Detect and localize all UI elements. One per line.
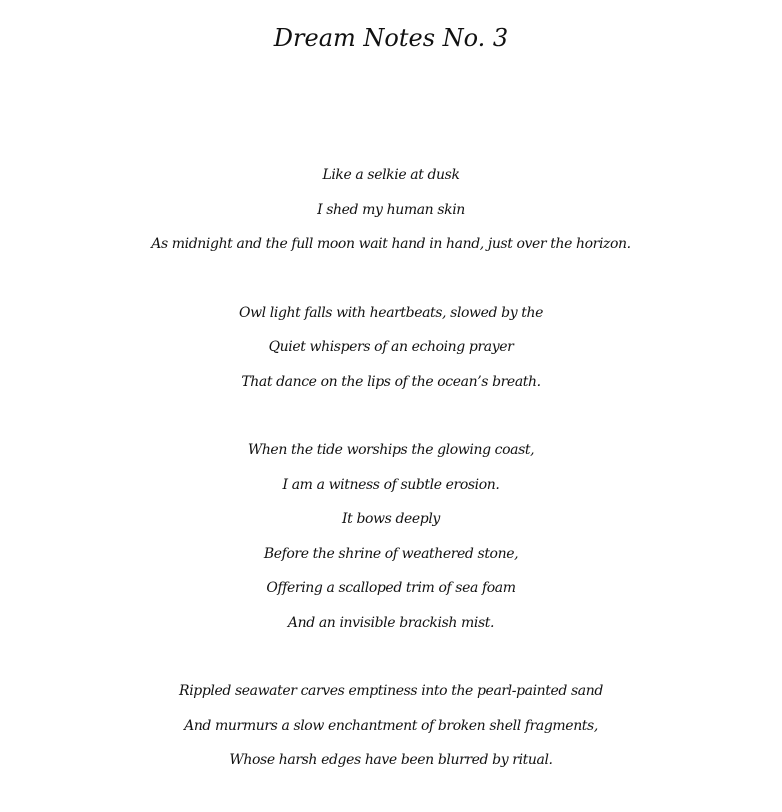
poem-line: Offering a scalloped trim of sea foam [266, 580, 516, 596]
stanza-2 [0, 296, 782, 400]
poem-line: I am a witness of subtle erosion. [282, 476, 500, 493]
poem-body [0, 158, 782, 812]
poem-line: Whose harsh edges have been blurred by ritual. [229, 752, 553, 768]
poem-line: That dance on the lips of the ocean’s breath. [241, 373, 541, 390]
poem-line: It bows deeply [342, 511, 440, 527]
poem-line: Rippled seawater carves emptiness into the pearl-painted sand [179, 683, 603, 699]
poem-line: And murmurs a slow enchantment of broken shell fragments, [184, 717, 598, 734]
poem-line: Quiet whispers of an echoing prayer [268, 339, 514, 355]
poem-line: As midnight and the full moon wait hand in hand, just over the horizon. [151, 236, 631, 252]
poem-line: I shed my human skin [317, 201, 465, 218]
poem-line: Owl light falls with heartbeats, slowed by the [239, 304, 543, 321]
poem-title: Dream Notes No. 3 [273, 24, 509, 52]
stanza-3 [0, 433, 782, 640]
poem-line: Like a selkie at dusk [322, 167, 460, 183]
stanza-4 [0, 674, 782, 778]
poem-line: And an invisible brackish mist. [287, 614, 495, 631]
poem-line: When the tide worships the glowing coast, [247, 442, 535, 458]
poem-line: Before the shrine of weathered stone, [263, 545, 519, 562]
stanza-1 [0, 158, 782, 262]
